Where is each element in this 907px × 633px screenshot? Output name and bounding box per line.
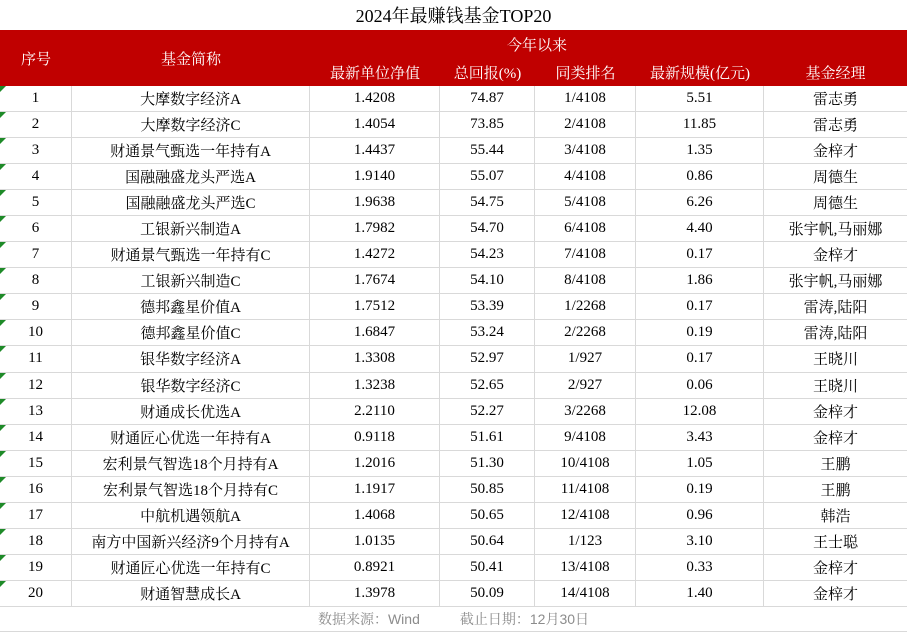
cell-return[interactable]: 54.75 — [440, 190, 535, 215]
table-row — [0, 242, 907, 268]
table-row — [0, 164, 907, 190]
cell-scale[interactable]: 3.10 — [636, 529, 764, 554]
cell-manager[interactable]: 雷志勇 — [812, 92, 858, 109]
cell-manager[interactable]: 金梓才 — [812, 404, 858, 421]
cell-rank[interactable]: 1/4108 — [535, 86, 636, 111]
cell-rank[interactable]: 6/4108 — [535, 216, 636, 241]
table-row — [0, 112, 907, 138]
data-source-label: 数据来源：Wind — [317, 610, 420, 627]
cell-nav[interactable]: 1.3308 — [310, 346, 440, 371]
cell-return[interactable]: 51.30 — [440, 451, 535, 476]
cell-fund-name[interactable]: 大摩数字经济A — [72, 86, 310, 111]
cell-serial[interactable]: 14 — [0, 425, 72, 450]
table-title: 2024年最赚钱基金TOP20 — [355, 6, 552, 26]
cell-rank[interactable]: 5/4108 — [535, 190, 636, 215]
header-cell-rank[interactable]: 同类排名 — [555, 65, 616, 82]
table-row — [0, 294, 907, 320]
cell-rank[interactable]: 1/927 — [535, 346, 636, 371]
cell-return[interactable]: 54.10 — [440, 268, 535, 293]
cell-rank[interactable]: 7/4108 — [535, 242, 636, 267]
cutoff-date-label: 截止日期：12月30日 — [459, 610, 590, 627]
cell-scale[interactable]: 0.33 — [636, 555, 764, 580]
cell-return[interactable]: 50.64 — [440, 529, 535, 554]
cell-return[interactable]: 52.97 — [440, 346, 535, 371]
cell-serial[interactable]: 11 — [0, 346, 72, 371]
cell-serial[interactable]: 16 — [0, 477, 72, 502]
cell-error-indicator-icon — [0, 190, 6, 196]
cell-manager[interactable]: 雷志勇 — [812, 118, 858, 135]
cell-serial[interactable]: 8 — [0, 268, 72, 293]
table-row — [0, 320, 907, 346]
cell-nav[interactable]: 1.4208 — [310, 86, 440, 111]
cell-nav[interactable]: 1.7512 — [310, 294, 440, 319]
cell-serial[interactable]: 3 — [0, 138, 72, 163]
cell-error-indicator-icon — [0, 268, 6, 274]
cell-manager[interactable]: 王晓川 — [812, 378, 858, 395]
cell-nav[interactable]: 0.8921 — [310, 555, 440, 580]
cell-rank[interactable]: 12/4108 — [535, 503, 636, 528]
cell-scale[interactable]: 1.40 — [636, 581, 764, 606]
cell-error-indicator-icon — [0, 294, 6, 300]
cell-error-indicator-icon — [0, 346, 6, 352]
cell-scale[interactable]: 12.08 — [636, 399, 764, 424]
cell-serial[interactable]: 20 — [0, 581, 72, 606]
cell-fund-name[interactable]: 工银新兴制造A — [72, 216, 310, 241]
cell-return[interactable]: 53.24 — [440, 320, 535, 345]
cell-rank[interactable]: 3/2268 — [535, 399, 636, 424]
table-row — [0, 555, 907, 581]
cell-scale[interactable]: 1.86 — [636, 268, 764, 293]
cell-serial[interactable]: 6 — [0, 216, 72, 241]
cell-manager[interactable]: 金梓才 — [812, 248, 858, 265]
cell-fund-name[interactable]: 大摩数字经济C — [72, 112, 310, 137]
cell-return[interactable]: 50.65 — [440, 503, 535, 528]
cell-scale[interactable]: 0.96 — [636, 503, 764, 528]
cell-error-indicator-icon — [0, 451, 6, 457]
cell-fund-name[interactable]: 财通匠心优选一年持有A — [72, 425, 310, 450]
header-cell-scale[interactable]: 最新规模(亿元) — [650, 65, 750, 82]
cell-nav[interactable]: 2.2110 — [310, 399, 440, 424]
cell-nav[interactable]: 1.6847 — [310, 320, 440, 345]
cell-scale[interactable]: 11.85 — [636, 112, 764, 137]
cell-error-indicator-icon — [0, 399, 6, 405]
cell-fund-name[interactable]: 国融融盛龙头严选A — [72, 164, 310, 189]
cell-scale[interactable]: 4.40 — [636, 216, 764, 241]
table-header — [0, 30, 907, 86]
cell-fund-name[interactable]: 国融融盛龙头严选C — [72, 190, 310, 215]
table-row — [0, 477, 907, 503]
cell-scale[interactable]: 5.51 — [636, 86, 764, 111]
cell-scale[interactable]: 1.05 — [636, 451, 764, 476]
table-row — [0, 503, 907, 529]
cell-manager[interactable]: 金梓才 — [812, 560, 858, 577]
cell-serial[interactable]: 10 — [0, 320, 72, 345]
cell-fund-name[interactable]: 财通成长优选A — [72, 399, 310, 424]
cell-serial[interactable]: 1 — [0, 86, 72, 111]
cell-error-indicator-icon — [0, 242, 6, 248]
cell-fund-name[interactable]: 南方中国新兴经济9个月持有A — [72, 529, 310, 554]
cell-return[interactable]: 55.44 — [440, 138, 535, 163]
cell-serial[interactable]: 13 — [0, 399, 72, 424]
cell-serial[interactable]: 9 — [0, 294, 72, 319]
cell-return[interactable]: 51.61 — [440, 425, 535, 450]
cell-error-indicator-icon — [0, 138, 6, 144]
cell-rank[interactable]: 9/4108 — [535, 425, 636, 450]
cell-fund-name[interactable]: 中航机遇领航A — [72, 503, 310, 528]
table-row — [0, 425, 907, 451]
table-row — [0, 451, 907, 477]
table-row — [0, 529, 907, 555]
cell-fund-name[interactable]: 宏利景气智选18个月持有C — [72, 477, 310, 502]
cell-rank[interactable]: 2/2268 — [535, 320, 636, 345]
cell-fund-name[interactable]: 财通景气甄选一年持有A — [72, 138, 310, 163]
cell-rank[interactable]: 4/4108 — [535, 164, 636, 189]
cell-rank[interactable]: 1/123 — [535, 529, 636, 554]
cell-serial[interactable]: 18 — [0, 529, 72, 554]
cell-return[interactable]: 73.85 — [440, 112, 535, 137]
cell-scale[interactable]: 0.06 — [636, 373, 764, 398]
cell-error-indicator-icon — [0, 529, 6, 535]
table-row — [0, 216, 907, 242]
header-cell-return[interactable]: 总回报(%) — [453, 65, 522, 82]
cell-scale[interactable]: 3.43 — [636, 425, 764, 450]
cell-manager[interactable]: 王晓川 — [812, 352, 858, 369]
cell-rank[interactable]: 3/4108 — [535, 138, 636, 163]
cell-fund-name[interactable]: 工银新兴制造C — [72, 268, 310, 293]
cell-nav[interactable]: 1.9140 — [310, 164, 440, 189]
header-cell-serial[interactable]: 序号 — [20, 51, 51, 68]
cell-scale[interactable]: 0.17 — [636, 346, 764, 371]
table-row — [0, 138, 907, 164]
cell-manager[interactable]: 金梓才 — [812, 586, 858, 603]
table-footer — [0, 607, 907, 632]
cell-return[interactable]: 53.39 — [440, 294, 535, 319]
cell-serial[interactable]: 4 — [0, 164, 72, 189]
cell-serial[interactable]: 17 — [0, 503, 72, 528]
cell-nav[interactable]: 1.0135 — [310, 529, 440, 554]
cell-fund-name[interactable]: 财通匠心优选一年持有C — [72, 555, 310, 580]
cell-rank[interactable]: 2/927 — [535, 373, 636, 398]
cell-error-indicator-icon — [0, 112, 6, 118]
cell-serial[interactable]: 2 — [0, 112, 72, 137]
cell-nav[interactable]: 1.9638 — [310, 190, 440, 215]
cell-error-indicator-icon — [0, 320, 6, 326]
cell-nav[interactable]: 1.4437 — [310, 138, 440, 163]
table-row — [0, 346, 907, 372]
cell-manager[interactable]: 韩浩 — [820, 508, 851, 525]
cell-rank[interactable]: 10/4108 — [535, 451, 636, 476]
cell-serial[interactable]: 19 — [0, 555, 72, 580]
cell-rank[interactable]: 11/4108 — [535, 477, 636, 502]
cell-nav[interactable]: 1.3238 — [310, 373, 440, 398]
cell-scale[interactable]: 0.19 — [636, 320, 764, 345]
cell-nav[interactable]: 1.7674 — [310, 268, 440, 293]
cell-manager[interactable]: 王鹏 — [820, 456, 851, 473]
table-body — [0, 86, 907, 607]
cell-manager[interactable]: 雷涛,陆阳 — [803, 326, 868, 343]
cell-return[interactable]: 52.65 — [440, 373, 535, 398]
cell-rank[interactable]: 8/4108 — [535, 268, 636, 293]
header-cell-nav[interactable]: 最新单位净值 — [329, 65, 420, 82]
cell-return[interactable]: 50.85 — [440, 477, 535, 502]
cell-rank[interactable]: 1/2268 — [535, 294, 636, 319]
header-group-ytd[interactable]: 今年以来 — [506, 37, 567, 54]
cell-error-indicator-icon — [0, 86, 6, 92]
cell-error-indicator-icon — [0, 581, 6, 587]
cell-manager[interactable]: 张宇帆,马丽娜 — [788, 274, 883, 291]
cell-return[interactable]: 54.23 — [440, 242, 535, 267]
cell-nav[interactable]: 1.7982 — [310, 216, 440, 241]
table-row — [0, 268, 907, 294]
cell-scale[interactable]: 0.19 — [636, 477, 764, 502]
cell-return[interactable]: 52.27 — [440, 399, 535, 424]
cell-error-indicator-icon — [0, 373, 6, 379]
cell-fund-name[interactable]: 德邦鑫星价值A — [72, 294, 310, 319]
table-row — [0, 190, 907, 216]
cell-nav[interactable]: 0.9118 — [310, 425, 440, 450]
cell-fund-name[interactable]: 财通景气甄选一年持有C — [72, 242, 310, 267]
cell-fund-name[interactable]: 银华数字经济C — [72, 373, 310, 398]
table-row — [0, 86, 907, 112]
cell-nav[interactable]: 1.3978 — [310, 581, 440, 606]
cell-scale[interactable]: 1.35 — [636, 138, 764, 163]
cell-return[interactable]: 50.41 — [440, 555, 535, 580]
cell-manager[interactable]: 王鹏 — [820, 482, 851, 499]
cell-return[interactable]: 50.09 — [440, 581, 535, 606]
cell-manager[interactable]: 金梓才 — [812, 144, 858, 161]
cell-error-indicator-icon — [0, 425, 6, 431]
cell-scale[interactable]: 0.17 — [636, 242, 764, 267]
header-cell-fund-name[interactable]: 基金简称 — [160, 51, 221, 68]
cell-rank[interactable]: 2/4108 — [535, 112, 636, 137]
table-row — [0, 581, 907, 607]
cell-scale[interactable]: 0.17 — [636, 294, 764, 319]
cell-nav[interactable]: 1.4272 — [310, 242, 440, 267]
cell-serial[interactable]: 12 — [0, 373, 72, 398]
cell-serial[interactable]: 7 — [0, 242, 72, 267]
cell-fund-name[interactable]: 宏利景气智选18个月持有A — [72, 451, 310, 476]
cell-fund-name[interactable]: 德邦鑫星价值C — [72, 320, 310, 345]
cell-return[interactable]: 55.07 — [440, 164, 535, 189]
cell-error-indicator-icon — [0, 477, 6, 483]
table-row — [0, 399, 907, 425]
cell-rank[interactable]: 14/4108 — [535, 581, 636, 606]
cell-nav[interactable]: 1.4054 — [310, 112, 440, 137]
cell-manager[interactable]: 金梓才 — [812, 430, 858, 447]
cell-serial[interactable]: 5 — [0, 190, 72, 215]
cell-nav[interactable]: 1.2016 — [310, 451, 440, 476]
cell-error-indicator-icon — [0, 555, 6, 561]
cell-nav[interactable]: 1.4068 — [310, 503, 440, 528]
cell-nav[interactable]: 1.1917 — [310, 477, 440, 502]
cell-manager[interactable]: 王士聪 — [812, 534, 858, 551]
cell-serial[interactable]: 15 — [0, 451, 72, 476]
cell-error-indicator-icon — [0, 503, 6, 509]
cell-return[interactable]: 54.70 — [440, 216, 535, 241]
cell-return[interactable]: 74.87 — [440, 86, 535, 111]
cell-error-indicator-icon — [0, 216, 6, 222]
table-row — [0, 373, 907, 399]
header-cell-manager[interactable]: 基金经理 — [805, 65, 866, 82]
cell-fund-name[interactable]: 银华数字经济A — [72, 346, 310, 371]
cell-manager[interactable]: 张宇帆,马丽娜 — [788, 222, 883, 239]
cell-manager[interactable]: 周德生 — [812, 196, 858, 213]
cell-scale[interactable]: 6.26 — [636, 190, 764, 215]
cell-manager[interactable]: 周德生 — [812, 170, 858, 187]
cell-error-indicator-icon — [0, 164, 6, 170]
cell-manager[interactable]: 雷涛,陆阳 — [803, 300, 868, 317]
cell-scale[interactable]: 0.86 — [636, 164, 764, 189]
cell-fund-name[interactable]: 财通智慧成长A — [72, 581, 310, 606]
cell-rank[interactable]: 13/4108 — [535, 555, 636, 580]
